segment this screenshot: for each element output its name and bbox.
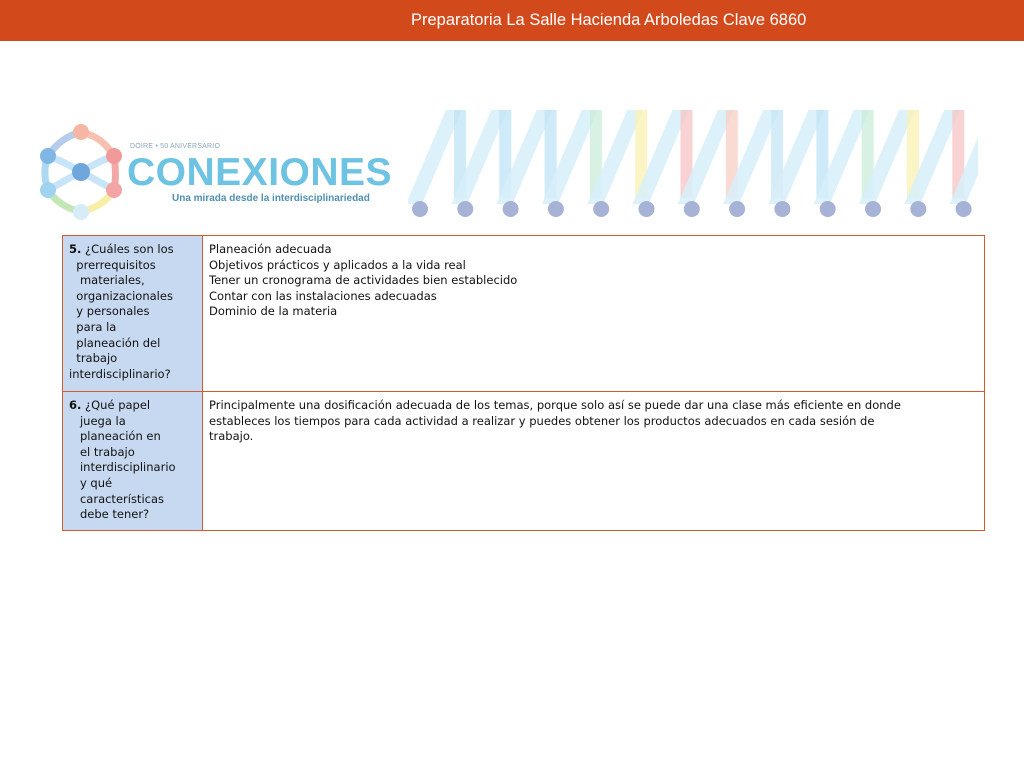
- question-line: materiales,: [69, 273, 145, 288]
- banner-diagonal-stripe: [408, 110, 462, 204]
- question-cell: [63, 392, 203, 531]
- logo-title: CONEXIONES: [127, 151, 393, 194]
- question-line: características: [69, 491, 164, 506]
- answer-line: Planeación adecuada: [209, 242, 332, 256]
- answer-line: trabajo.: [209, 429, 254, 444]
- answer-cell: [203, 236, 985, 392]
- question-line: interdisciplinario: [69, 460, 176, 475]
- banner-dot: [729, 201, 745, 217]
- banner-dot: [865, 201, 881, 217]
- answer-cell: [203, 392, 985, 531]
- banner-dot: [639, 201, 655, 217]
- network-logo-icon: [36, 122, 126, 222]
- banner-dot: [503, 201, 519, 217]
- question-line: ¿Qué papel: [85, 398, 151, 412]
- question-number: 5.: [69, 242, 82, 256]
- question-line: debe tener?: [69, 507, 150, 522]
- answer-line: Contar con las instalaciones adecuadas: [209, 288, 437, 303]
- question-line: ¿Cuáles son los: [85, 242, 174, 256]
- banner-dot: [820, 201, 836, 217]
- question-line: y qué: [69, 475, 113, 490]
- banner-dot: [910, 201, 926, 217]
- question-line: para la: [69, 319, 117, 334]
- question-number: 6.: [69, 398, 82, 412]
- question-line: trabajo: [69, 351, 118, 366]
- question-line: juega la: [69, 413, 126, 428]
- question-cell: [63, 236, 203, 392]
- logo-superscript: DOIRE • 50 ANIVERSARIO: [130, 143, 221, 150]
- question-line: y personales: [69, 304, 150, 319]
- question-line: el trabajo: [69, 444, 135, 459]
- banner-dot: [593, 201, 609, 217]
- answer-line: Dominio de la materia: [209, 304, 338, 319]
- answer-line: Principalmente una dosificación adecuada de los temas, porque solo así se puede dar una clase más eficiente en donde: [209, 398, 901, 412]
- qa-table: [62, 235, 985, 531]
- answer-line: Objetivos prácticos y aplicados a la vida real: [209, 257, 466, 272]
- banner-dot: [412, 201, 428, 217]
- question-line: planeación del: [69, 335, 161, 350]
- banner-dot: [684, 201, 700, 217]
- question-line: planeación en: [69, 429, 161, 444]
- banner-dot: [457, 201, 473, 217]
- banner-dot: [548, 201, 564, 217]
- table-row: [63, 236, 985, 392]
- logo-subtitle: Una mirada desde la interdisciplinariedad: [172, 193, 370, 204]
- banner-dot: [774, 201, 790, 217]
- banner-dot: [956, 201, 972, 217]
- question-line: prerrequisitos: [69, 257, 156, 272]
- table-row: [63, 392, 985, 531]
- question-line: organizacionales: [69, 288, 173, 303]
- decorative-stripes-banner: [408, 108, 978, 220]
- answer-line: estableces los tiempos para cada actividad a realizar y puedes obtener los productos adecuados en cada sesión de: [209, 413, 875, 428]
- answer-line: Tener un cronograma de actividades bien establecido: [209, 273, 518, 288]
- conexiones-logo: [36, 122, 393, 222]
- header-bar: [0, 0, 1024, 41]
- question-line: interdisciplinario?: [69, 366, 171, 381]
- header-title: Preparatoria La Salle Hacienda Arboledas Clave 6860: [411, 11, 807, 29]
